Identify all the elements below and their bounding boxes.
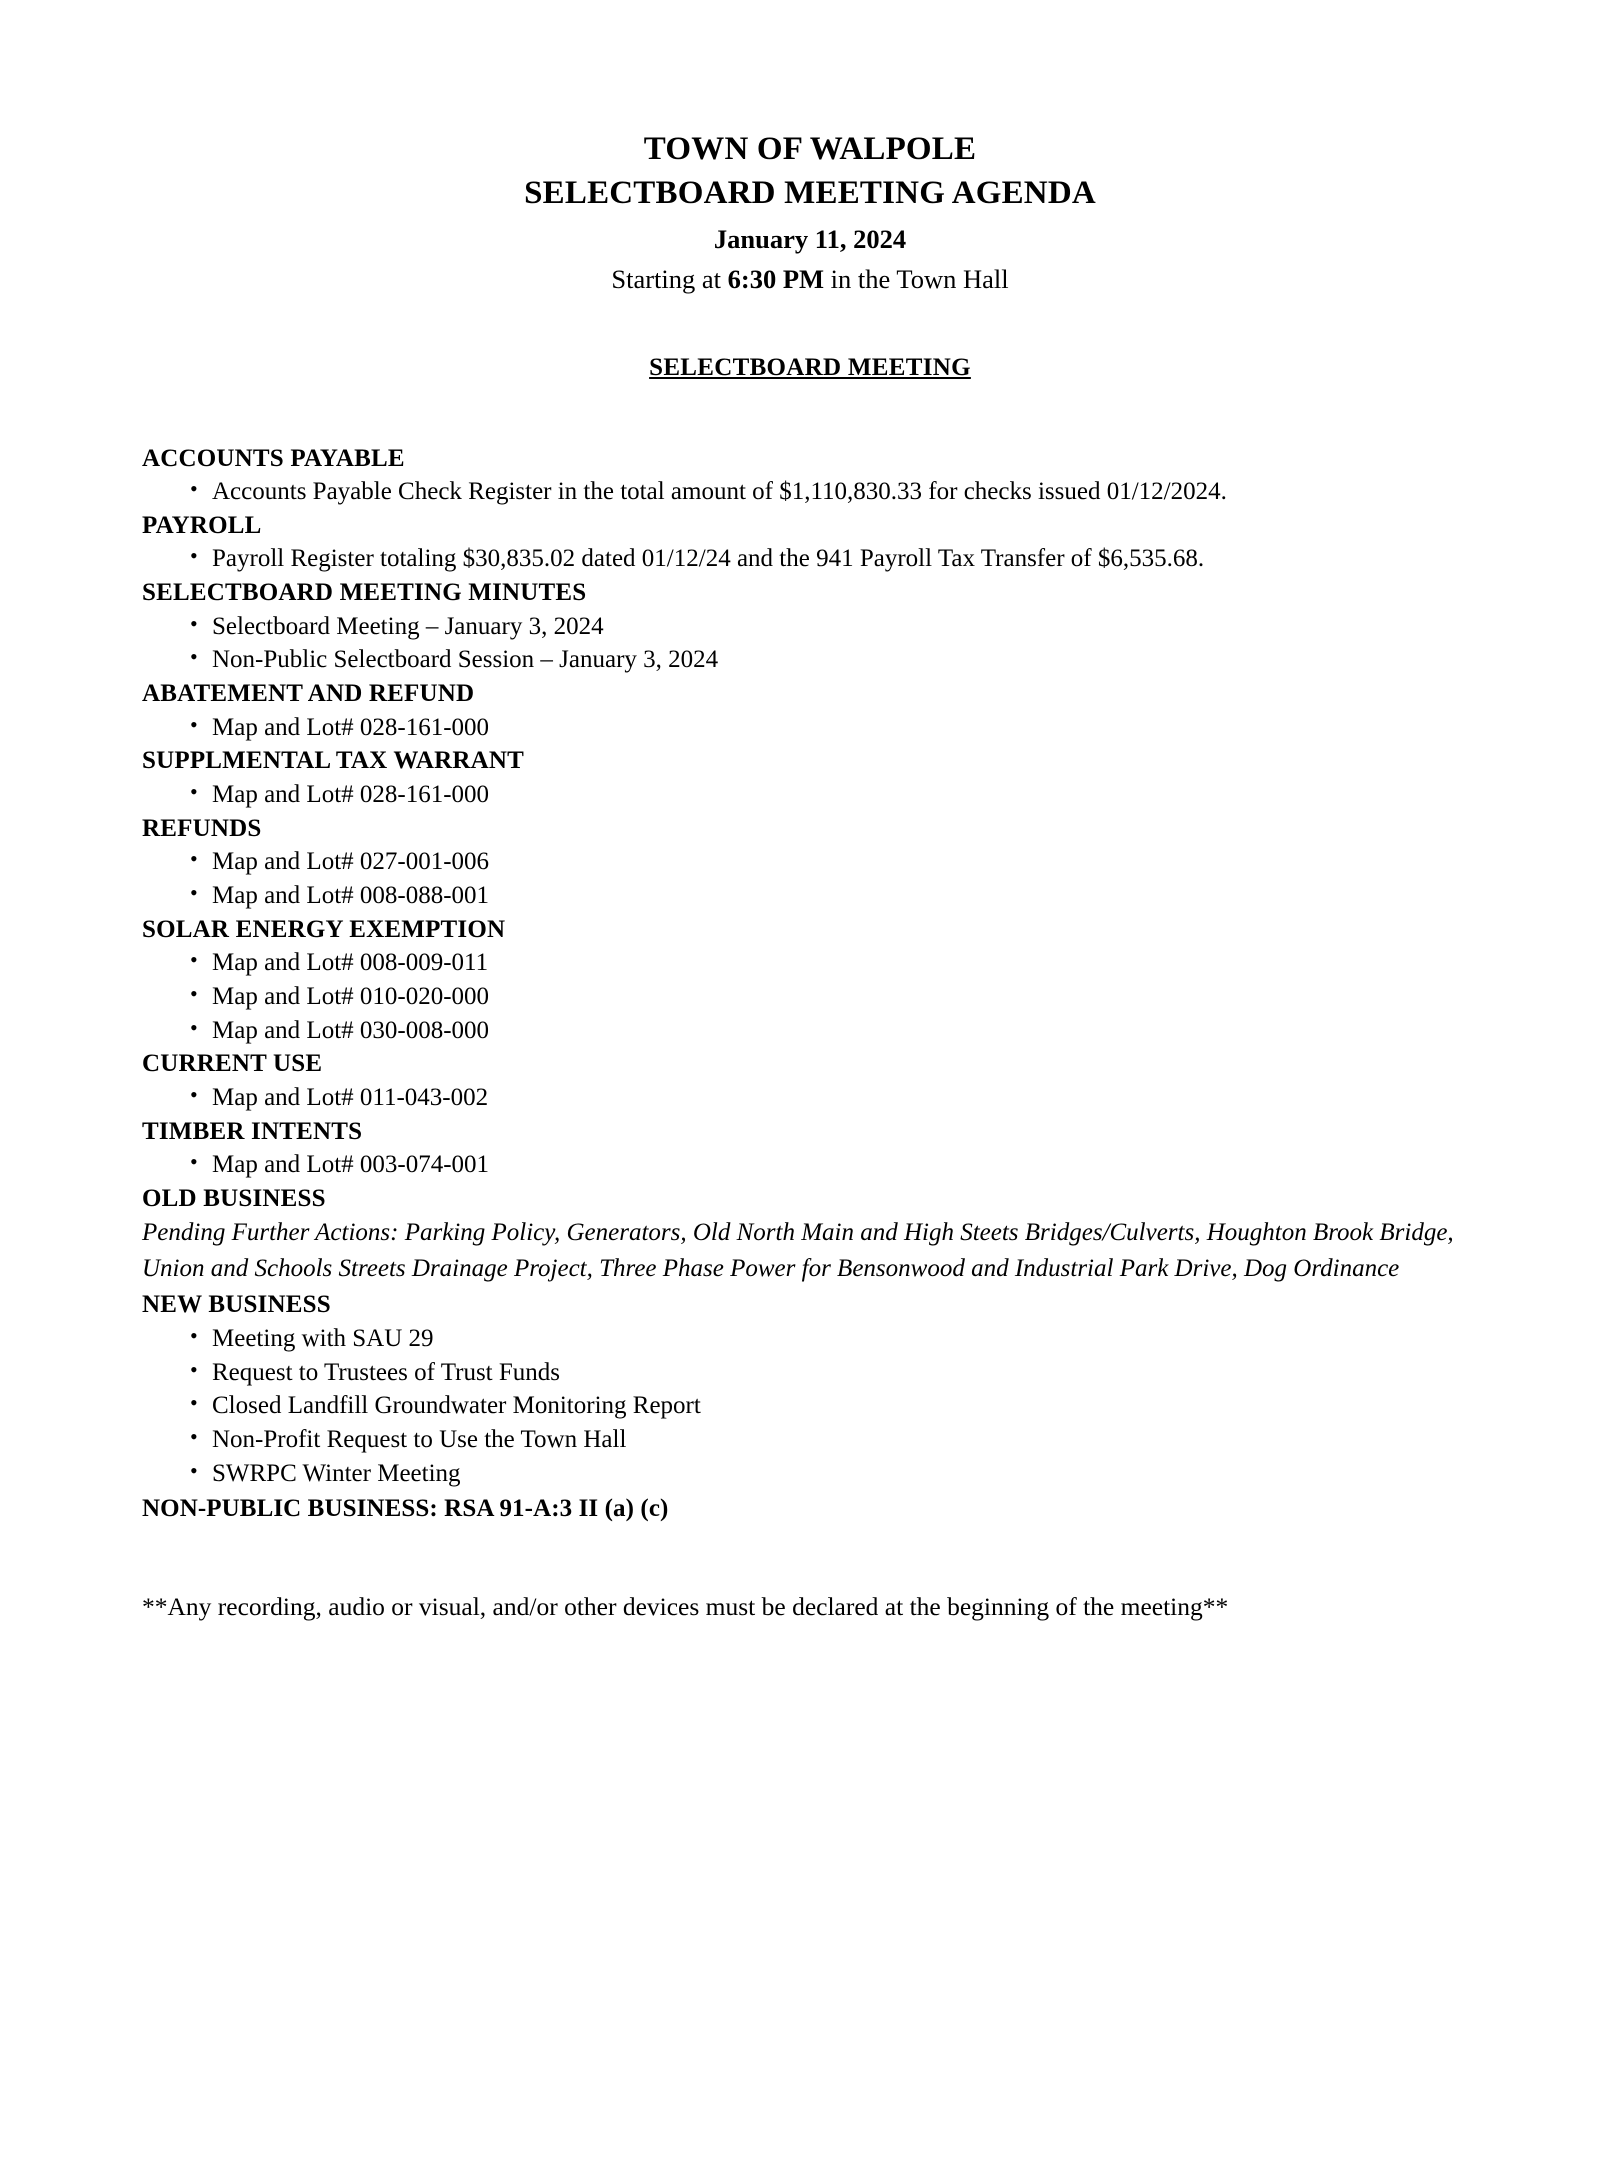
section-item-list bbox=[142, 1151, 1478, 1180]
agenda-title-heading: SELECTBOARD MEETING AGENDA bbox=[524, 174, 1096, 211]
list-item: • Map and Lot# 027-001-006 bbox=[142, 848, 1478, 877]
section-heading: SOLAR ENERGY EXEMPTION bbox=[142, 915, 506, 943]
agenda-section bbox=[142, 1117, 1478, 1180]
section-heading: ACCOUNTS PAYABLE bbox=[142, 444, 405, 472]
list-item: • Map and Lot# 011-043-002 bbox=[142, 1084, 1478, 1113]
non-public-business-heading: NON-PUBLIC BUSINESS: RSA 91-A:3 II (a) (c) bbox=[142, 1494, 669, 1522]
section-heading: REFUNDS bbox=[142, 814, 262, 842]
agenda-section bbox=[142, 578, 1478, 675]
document-title-block bbox=[142, 128, 1478, 300]
meeting-date: January 11, 2024 bbox=[713, 224, 907, 255]
section-heading: NEW BUSINESS bbox=[142, 1291, 331, 1319]
list-item: • Closed Landfill Groundwater Monitoring Report bbox=[142, 1392, 1478, 1421]
section-heading: OLD BUSINESS bbox=[142, 1184, 326, 1212]
town-name-heading: TOWN OF WALPOLE bbox=[643, 131, 977, 167]
list-item: • Map and Lot# 008-009-011 bbox=[142, 949, 1478, 978]
agenda-body bbox=[142, 444, 1478, 1625]
list-item: • Map and Lot# 028-161-000 bbox=[142, 714, 1478, 743]
pending-further-actions-text: Pending Further Actions: Parking Policy, Generators, Old North Main and High Steets Bridges/Culverts, Houghton Brook Bridge, Union and Schools Streets Drainage Project, Three Phase Power for Bensonwood and Industrial Park Drive, Dog Ordinance bbox=[142, 1219, 1454, 1282]
time-prefix-text: Starting at bbox=[611, 263, 728, 294]
list-item: • Non-Public Selectboard Session – January 3, 2024 bbox=[142, 646, 1478, 675]
list-item: • Payroll Register totaling $30,835.02 dated 01/12/24 and the 941 Payroll Tax Transfer of $6,535.68. bbox=[142, 545, 1478, 574]
old-business-section bbox=[142, 1184, 1478, 1287]
section-item-list bbox=[142, 781, 1478, 810]
list-item: • Accounts Payable Check Register in the total amount of $1,110,830.33 for checks issued 01/12/2024. bbox=[142, 478, 1478, 507]
time-value: 6:30 PM bbox=[727, 263, 825, 294]
list-item: • Non-Profit Request to Use the Town Hall bbox=[142, 1426, 1478, 1455]
section-heading: ABATEMENT AND REFUND bbox=[142, 680, 475, 708]
list-item: • Selectboard Meeting – January 3, 2024 bbox=[142, 613, 1478, 642]
agenda-section bbox=[142, 1049, 1478, 1112]
agenda-section bbox=[142, 444, 1478, 507]
selectboard-meeting-heading: SELECTBOARD MEETING bbox=[649, 353, 971, 381]
agenda-section bbox=[142, 511, 1478, 574]
time-suffix-text: in the Town Hall bbox=[824, 263, 1009, 294]
list-item: • Map and Lot# 003-074-001 bbox=[142, 1151, 1478, 1180]
section-item-list bbox=[142, 848, 1478, 911]
list-item: • Map and Lot# 030-008-000 bbox=[142, 1017, 1478, 1046]
section-item-list bbox=[142, 1325, 1478, 1489]
recording-disclaimer-note: **Any recording, audio or visual, and/or other devices must be declared at the beginning of the meeting** bbox=[142, 1591, 1229, 1621]
section-item-list bbox=[142, 613, 1478, 676]
section-item-list bbox=[142, 545, 1478, 574]
list-item: • Request to Trustees of Trust Funds bbox=[142, 1359, 1478, 1388]
section-item-list bbox=[142, 714, 1478, 743]
agenda-section bbox=[142, 679, 1478, 742]
section-heading: TIMBER INTENTS bbox=[142, 1117, 363, 1145]
list-item: • Map and Lot# 028-161-000 bbox=[142, 781, 1478, 810]
section-item-list bbox=[142, 949, 1478, 1045]
agenda-section bbox=[142, 746, 1478, 809]
list-item: • Map and Lot# 010-020-000 bbox=[142, 983, 1478, 1012]
agenda-section bbox=[142, 814, 1478, 911]
list-item: • Map and Lot# 008-088-001 bbox=[142, 882, 1478, 911]
section-item-list bbox=[142, 478, 1478, 507]
list-item: • SWRPC Winter Meeting bbox=[142, 1460, 1478, 1489]
section-heading: SELECTBOARD MEETING MINUTES bbox=[142, 579, 587, 607]
section-item-list bbox=[142, 1084, 1478, 1113]
new-business-section bbox=[142, 1290, 1478, 1488]
section-heading: PAYROLL bbox=[142, 511, 262, 539]
meeting-time-location bbox=[142, 260, 1478, 300]
section-heading: CURRENT USE bbox=[142, 1050, 323, 1078]
section-heading: SUPPLMENTAL TAX WARRANT bbox=[142, 747, 524, 775]
agenda-section bbox=[142, 915, 1478, 1046]
list-item: • Meeting with SAU 29 bbox=[142, 1325, 1478, 1354]
